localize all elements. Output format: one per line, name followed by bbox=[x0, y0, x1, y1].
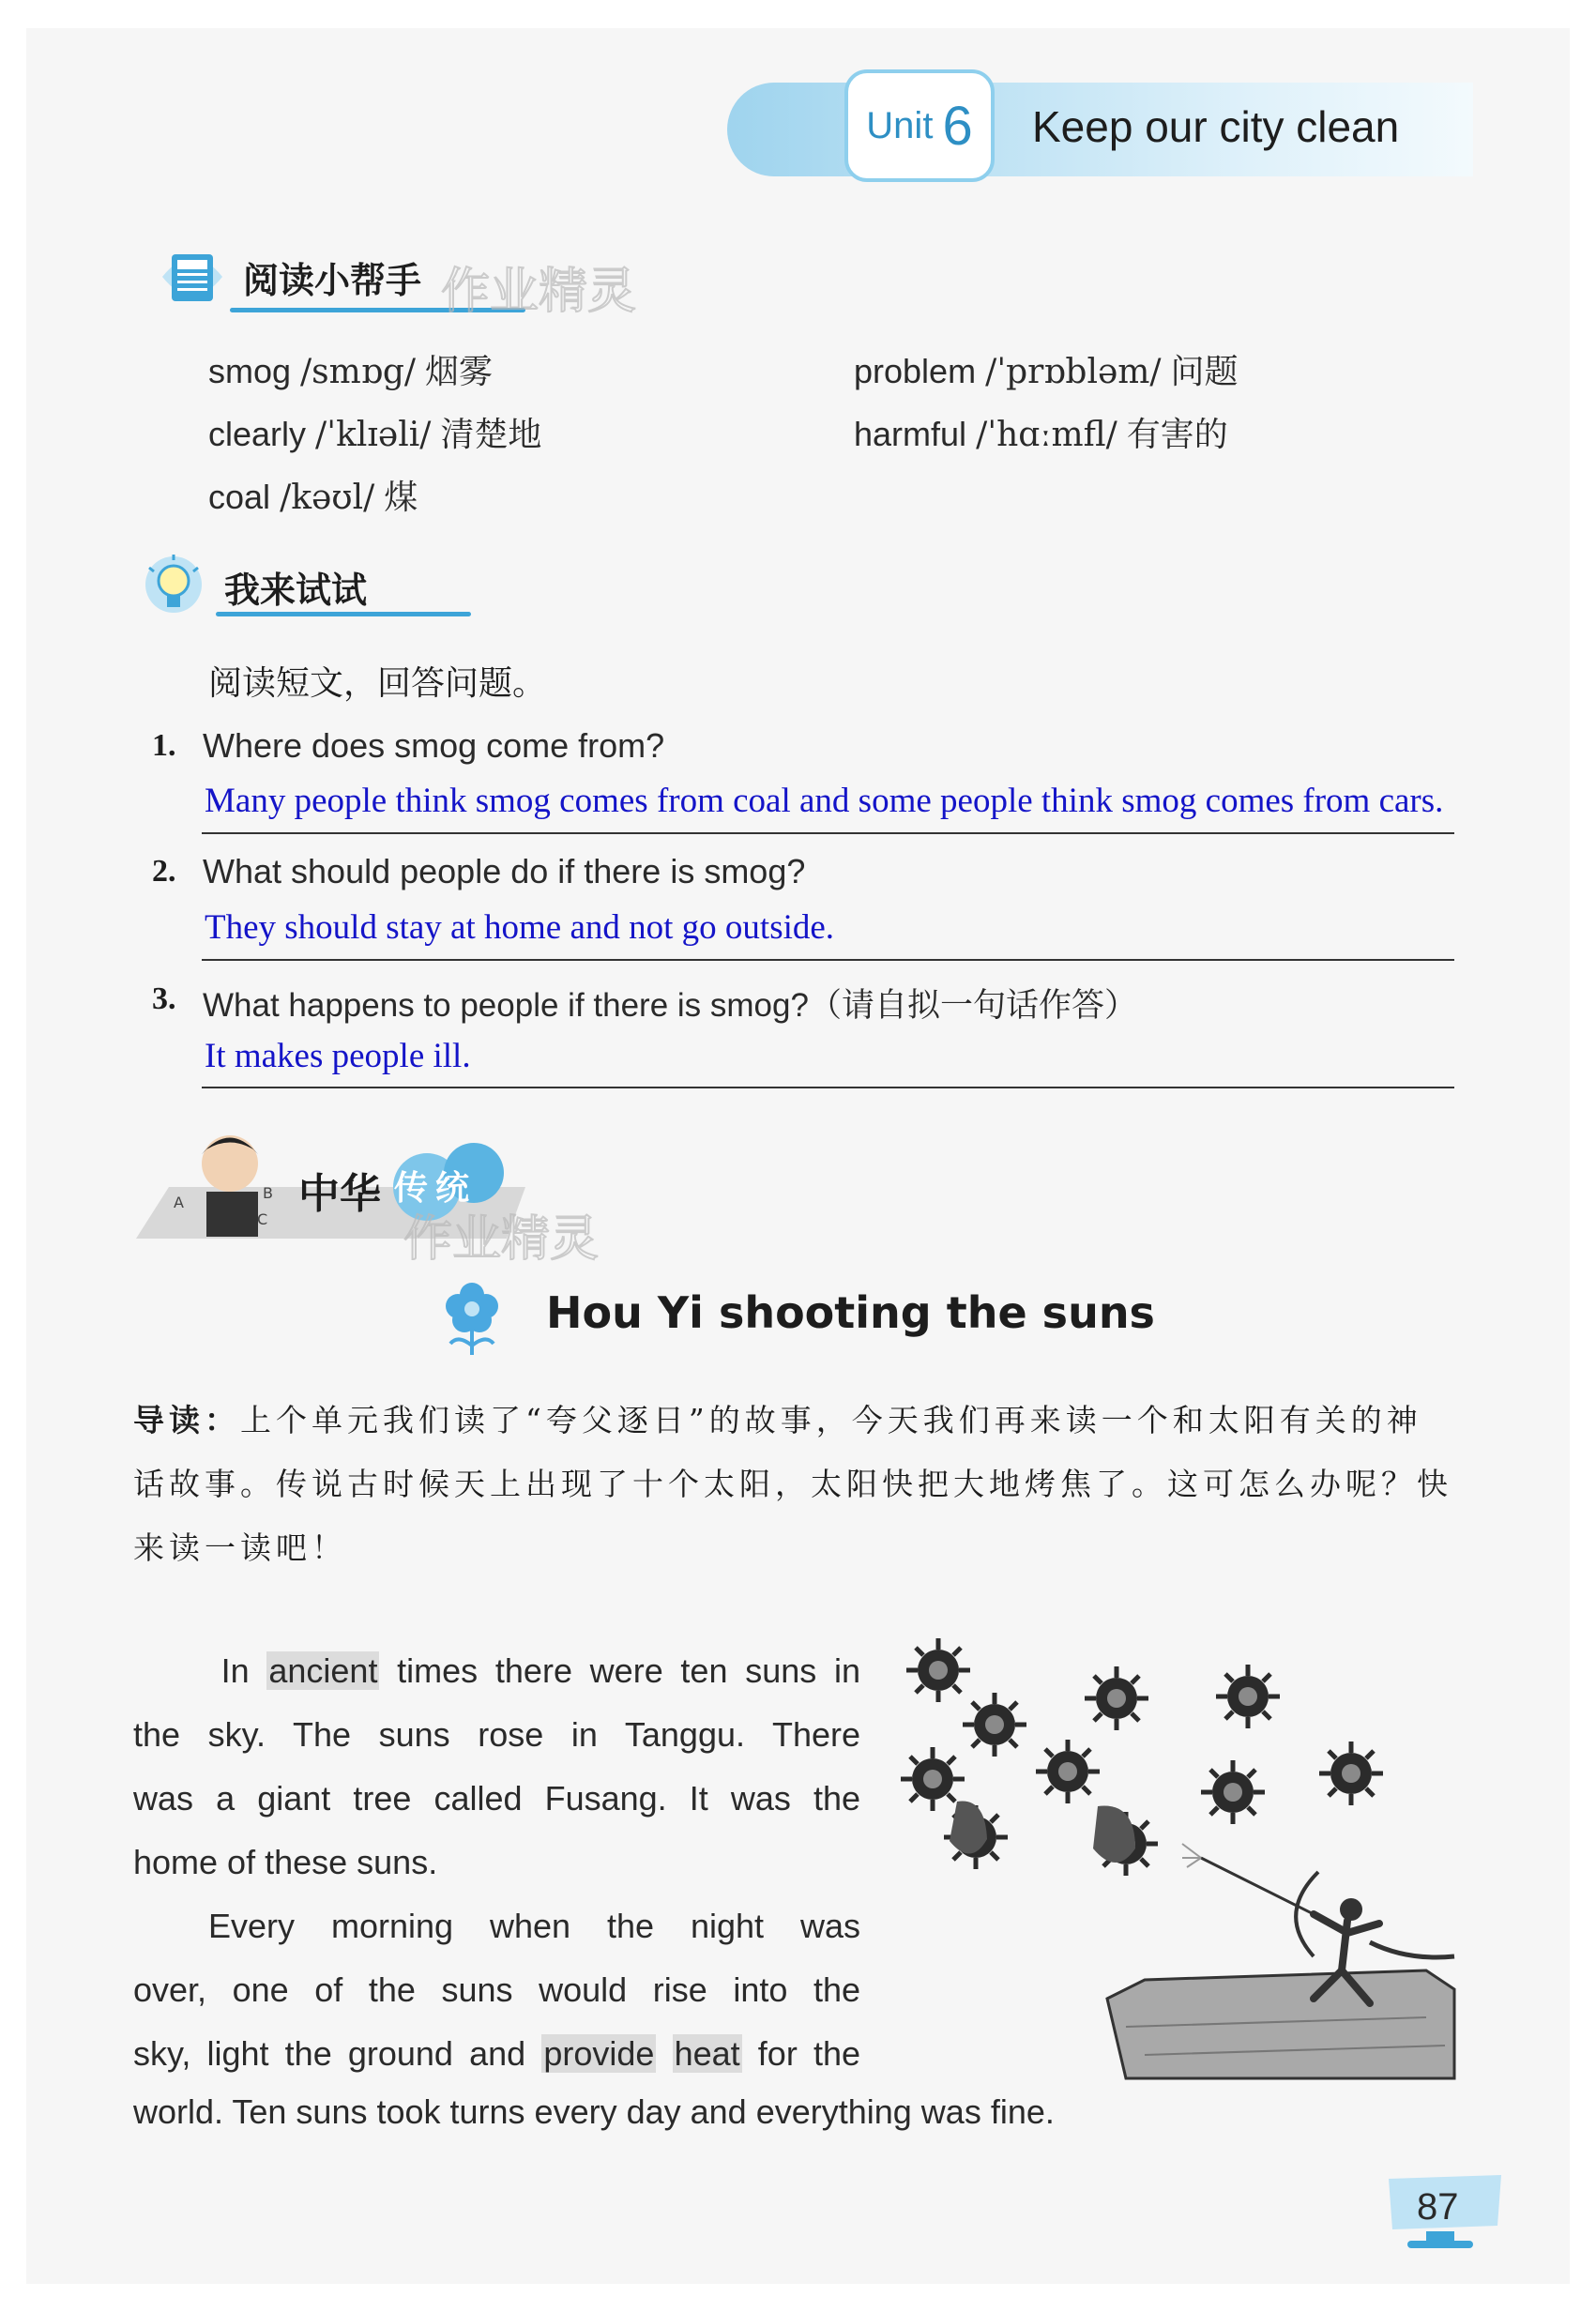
story-line: In ancient times there were ten suns in bbox=[133, 1651, 860, 1690]
unit-number: 6 bbox=[942, 95, 973, 157]
story-line: the sky. The suns rose in Tanggu. There bbox=[133, 1715, 860, 1754]
vocab-item: harmful /ˈhɑːmfl/ 有害的 bbox=[854, 415, 1228, 454]
reading-helper-heading bbox=[155, 239, 421, 314]
svg-text:A: A bbox=[174, 1194, 184, 1211]
answer-text: They should stay at home and not go outside. bbox=[205, 908, 835, 947]
page-number: 87 bbox=[1417, 2186, 1459, 2228]
story-intro bbox=[133, 1389, 1456, 1580]
tradition-title-a: 中华 bbox=[298, 1170, 381, 1218]
instruction: 阅读短文，回答问题。 bbox=[208, 664, 547, 703]
vocab-item: coal /kəʊl/ 煤 bbox=[208, 478, 418, 517]
story-line: home of these suns. bbox=[133, 1843, 438, 1881]
try-it-title: 我来试试 bbox=[224, 569, 368, 611]
intro-label: 导读： bbox=[133, 1402, 240, 1438]
story-line: sky, light the ground and provide heat for the bbox=[133, 2034, 860, 2073]
book-icon bbox=[155, 239, 230, 314]
vocab-item: smog /smɒg/ 烟雾 bbox=[208, 352, 494, 391]
answer-line bbox=[202, 959, 1454, 961]
story-line: over, one of the suns would rise into the bbox=[133, 1970, 860, 2009]
answer-line bbox=[202, 1087, 1454, 1088]
answer-text: Many people think smog comes from coal and some people think smog comes from cars. bbox=[205, 782, 1444, 820]
intro-text: 上个单元我们读了“夸父逐日”的故事，今天我们再来读一个和太阳有关的神话故事。传说古时候天上出现了十个太阳，太阳快把大地烤焦了。这可怎么办呢？快来读一读吧！ bbox=[133, 1402, 1452, 1566]
watermark: 作业精灵 bbox=[403, 1211, 600, 1268]
lightbulb-icon bbox=[136, 549, 211, 624]
reading-helper-title: 阅读小帮手 bbox=[243, 259, 422, 301]
watermark: 作业精灵 bbox=[441, 264, 637, 320]
vocab-item: problem /ˈprɒbləm/ 问题 bbox=[854, 352, 1239, 391]
hou-yi-illustration bbox=[901, 1633, 1464, 2092]
highlight-word: ancient bbox=[268, 1651, 378, 1690]
answer-line bbox=[202, 832, 1454, 834]
tradition-title-b: 传统 bbox=[394, 1169, 478, 1208]
highlight-word: heat bbox=[674, 2034, 740, 2073]
vocab-item: clearly /ˈklɪəli/ 清楚地 bbox=[208, 415, 542, 454]
unit-badge bbox=[844, 69, 995, 182]
question-text: Where does smog come from? bbox=[203, 726, 665, 765]
question-number: 2. bbox=[152, 854, 176, 889]
answer-text: It makes people ill. bbox=[205, 1037, 471, 1075]
question-text: What should people do if there is smog? bbox=[203, 852, 806, 890]
story-line: world. Ten suns took turns every day and everything was fine. bbox=[133, 2092, 1055, 2131]
unit-title: Keep our city clean bbox=[1032, 102, 1400, 151]
story-line: Every morning when the night was bbox=[208, 1907, 860, 1945]
highlight-word: provide bbox=[543, 2034, 655, 2073]
story-line: was a giant tree called Fusang. It was the bbox=[133, 1779, 860, 1818]
unit-label: Unit bbox=[866, 104, 934, 146]
story-title: Hou Yi shooting the suns bbox=[546, 1287, 1155, 1338]
question-text: What happens to people if there is smog?（请自拟一句话作答） bbox=[203, 987, 1137, 1024]
question-number: 1. bbox=[152, 728, 176, 763]
flower-icon bbox=[439, 1278, 505, 1357]
heading-underline bbox=[216, 612, 471, 616]
svg-text:C: C bbox=[257, 1210, 268, 1228]
svg-text:B: B bbox=[263, 1184, 273, 1202]
question-number: 3. bbox=[152, 981, 176, 1016]
